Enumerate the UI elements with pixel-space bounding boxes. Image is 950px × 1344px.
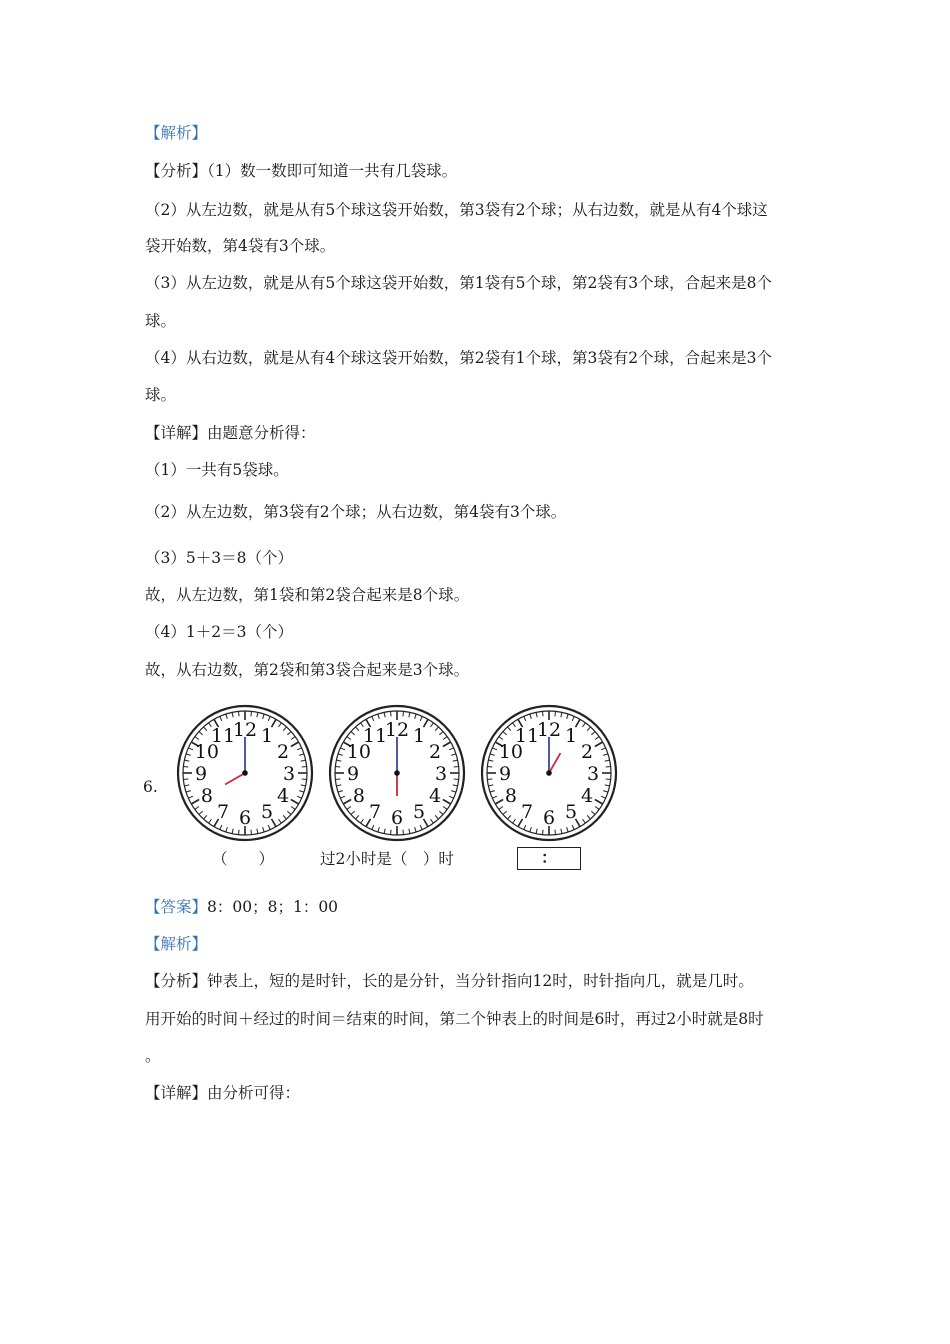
clock-number: 4 (429, 785, 442, 807)
line-1: 【分析】（1）数一数即可知道一共有几袋球。 (145, 162, 458, 180)
clock-tick (251, 830, 252, 835)
clock-tick (335, 767, 340, 768)
clock-number: 1 (260, 724, 274, 747)
clock-number: 7 (520, 801, 534, 824)
clock-number: 1 (564, 724, 578, 747)
line-0 (145, 122, 207, 144)
clock-tick (454, 779, 459, 780)
clock-number: 3 (586, 763, 600, 785)
clock-number: 4 (277, 785, 290, 807)
line-9: （1）一共有5袋球。 (145, 461, 289, 479)
clock-number: 10 (346, 741, 371, 763)
clock-tick (555, 711, 556, 716)
clock-tick (606, 767, 611, 768)
clock-number: 12 (384, 719, 410, 741)
clock-tick (487, 779, 492, 780)
question-number: 6. (143, 778, 158, 796)
clock-number: 11 (514, 724, 540, 747)
clock-tick (239, 711, 240, 716)
answer-line-3: 用开始的时间＋经过的时间＝结束的时间，第二个钟表上的时间是6时，再过2小时就是8时 (145, 1010, 764, 1028)
clock-center-pin (546, 770, 552, 776)
line-5: 球。 (145, 312, 177, 330)
clock-tick (403, 711, 404, 716)
clock-number: 2 (277, 741, 290, 763)
clock-tick (391, 830, 392, 835)
clock-tick (606, 779, 611, 780)
clock-number: 5 (260, 801, 274, 824)
clock-tick (183, 779, 188, 780)
clock-tick (403, 830, 404, 835)
line-13: （4）1＋2＝3（个） (145, 623, 293, 641)
clock-tick (183, 767, 188, 768)
answer-line-5: 【详解】由分析可得： (145, 1084, 301, 1102)
clock-number: 3 (282, 763, 296, 785)
clock-number: 9 (346, 763, 360, 785)
line-3: 袋开始数，第4袋有3个球。 (145, 237, 336, 255)
clock-row (175, 703, 635, 843)
clock-number: 5 (564, 801, 578, 824)
clock-number: 10 (498, 741, 523, 763)
clock-center-pin (242, 770, 248, 776)
line-12: 故，从左边数，第1袋和第2袋合起来是8个球。 (145, 586, 470, 604)
clock-number: 11 (362, 724, 388, 747)
answer-line-1 (145, 933, 207, 955)
clock-face-3 (479, 703, 619, 843)
analysis-tag: 【解析】 (145, 935, 208, 953)
clock-number: 7 (216, 801, 230, 824)
answer-tag: 【答案】 (145, 898, 208, 916)
clock-number: 8 (200, 785, 213, 807)
answer-line-4: 。 (145, 1047, 161, 1065)
clock-number: 8 (504, 785, 517, 807)
line-8: 【详解】由题意分析得： (145, 424, 316, 442)
clock-number: 10 (194, 741, 219, 763)
clock-center-pin (394, 770, 400, 776)
section-tag: 【分析】 (145, 162, 208, 180)
answer-line-0: 【答案】8：00；8；1：00 (145, 898, 339, 916)
after-two-hours-caption: 过2小时是（ ）时 (320, 850, 454, 868)
clock-number: 5 (412, 801, 426, 824)
line-2: （2）从左边数，就是从有5个球这袋开始数，第3袋有2个球；从右边数，就是从有4个球这 (145, 201, 768, 219)
section-tag: 【解析】 (145, 124, 208, 142)
clock-number: 12 (232, 719, 258, 741)
clock-number: 1 (412, 724, 426, 747)
line-14: 故，从右边数，第2袋和第3袋合起来是3个球。 (145, 661, 470, 679)
digital-time-box: ： (517, 847, 581, 870)
line-4: （3）从左边数，就是从有5个球这袋开始数，第1袋有5个球，第2袋有3个球，合起来是8个 (145, 274, 773, 292)
answer-line-2: 【分析】钟表上，短的是时针，长的是分针，当分针指向12时，时针指向几，就是几时。 (145, 972, 754, 990)
clock-tick (302, 767, 307, 768)
clock-number: 7 (368, 801, 382, 824)
clock-number: 12 (536, 719, 562, 741)
clock-tick (239, 830, 240, 835)
clock-tick (543, 830, 544, 835)
clock-number: 9 (194, 763, 208, 785)
clock-tick (335, 779, 340, 780)
clock-number: 2 (429, 741, 442, 763)
clock-tick (555, 830, 556, 835)
clock-number: 2 (581, 741, 594, 763)
clock-face-1 (175, 703, 315, 843)
clock-number: 3 (434, 763, 448, 785)
clock-tick (251, 711, 252, 716)
clock-number: 9 (498, 763, 512, 785)
clock-tick (454, 767, 459, 768)
clock-number: 8 (352, 785, 365, 807)
clock-tick (543, 711, 544, 716)
clock-number: 6 (542, 807, 556, 829)
clock-tick (302, 779, 307, 780)
line-6: （4）从右边数，就是从有4个球这袋开始数，第2袋有1个球，第3袋有2个球，合起来是3个 (145, 349, 773, 367)
clock-face-2 (327, 703, 467, 843)
line-10: （2）从左边数，第3袋有2个球；从右边数，第4袋有3个球。 (145, 503, 567, 521)
answer-blank-1: （ ） (212, 850, 275, 868)
clock-tick (391, 711, 392, 716)
clock-number: 6 (390, 807, 404, 829)
clock-number: 4 (581, 785, 594, 807)
clock-tick (487, 767, 492, 768)
clock-number: 6 (238, 807, 252, 829)
clock-number: 11 (210, 724, 236, 747)
line-7: 球。 (145, 386, 177, 404)
line-11: （3）5＋3＝8（个） (145, 549, 293, 567)
